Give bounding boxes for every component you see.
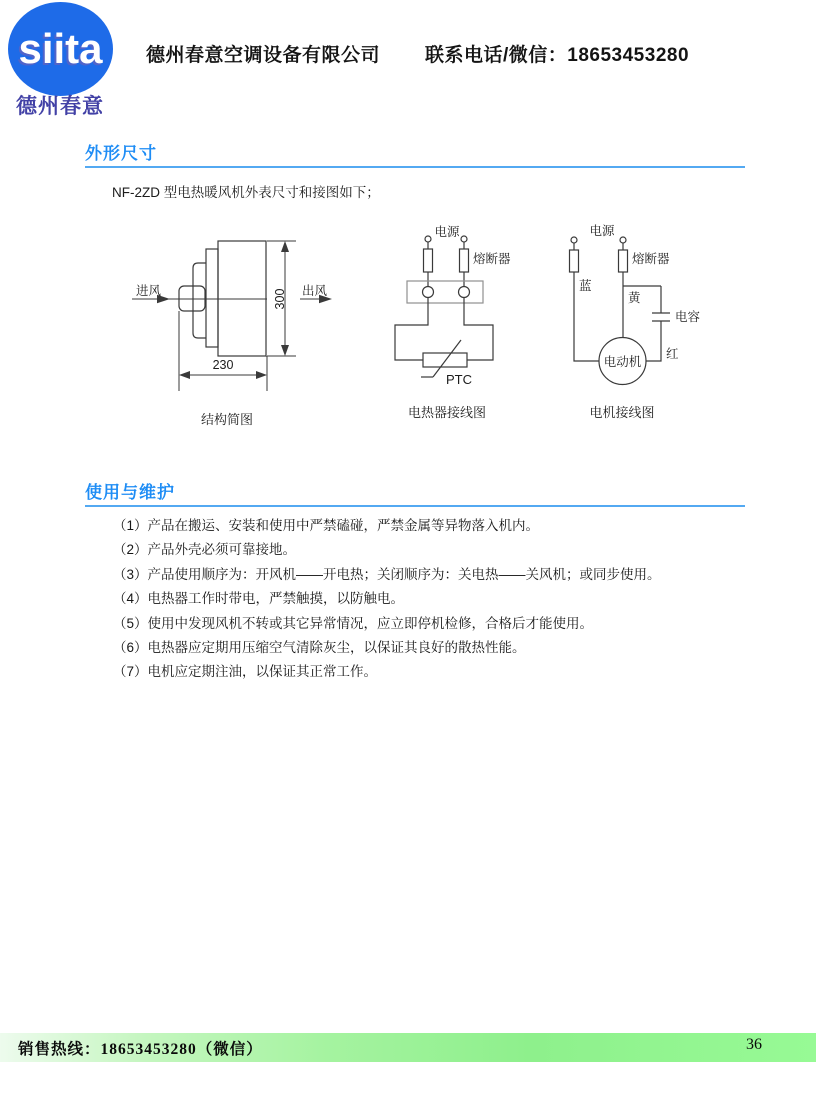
usage-item: （3）产品使用顺序为：开风机——开电热；关闭顺序为：关电热——关风机；或同步使用。 xyxy=(113,566,661,582)
motor-fuse-left xyxy=(570,250,579,272)
structure-cone xyxy=(193,263,206,338)
dim-depth-arrow-left xyxy=(179,371,190,379)
structure-diagram xyxy=(100,220,340,432)
heater-terminal-right xyxy=(461,236,467,242)
structure-step-rect xyxy=(206,249,218,347)
usage-item: （1）产品在搬运、安装和使用中严禁磕碰，严禁金属等异物落入机内。 xyxy=(113,518,540,533)
section-title-usage: 使用与维护 xyxy=(85,483,175,502)
motor-power-label: 电源 xyxy=(589,224,615,238)
heater-terminal-left xyxy=(425,236,431,242)
heater-fuse-label: 熔断器 xyxy=(473,252,511,266)
motor-terminal-right xyxy=(620,237,626,243)
usage-item: （4）电热器工作时带电，严禁触摸，以防触电。 xyxy=(113,591,405,607)
heater-power-label: 电源 xyxy=(434,225,460,239)
section-rule-usage xyxy=(85,505,745,507)
wire-blue-label: 蓝 xyxy=(579,279,592,293)
structure-caption: 结构简图 xyxy=(200,412,254,427)
heater-fuse-left xyxy=(424,249,433,272)
section-rule-dimensions xyxy=(85,166,745,168)
wire-yellow-label: 黄 xyxy=(628,291,641,305)
dim-depth-arrow-right xyxy=(256,371,267,379)
heater-fuse-right xyxy=(460,249,469,272)
motor-wire-red xyxy=(646,321,661,361)
brand-logo-text: siita xyxy=(18,25,103,72)
brand-logo-subtext: 德州春意 xyxy=(16,95,104,118)
dim-depth-value: 230 xyxy=(212,358,234,372)
heater-wire-left xyxy=(395,298,428,361)
usage-item: （2）产品外壳必须可靠接地。 xyxy=(113,542,297,558)
capacitor-label: 电容 xyxy=(675,310,701,324)
air-in-label: 进风 xyxy=(136,284,162,298)
motor-wiring-diagram xyxy=(558,222,710,422)
dim-height-arrow-bottom xyxy=(281,345,289,356)
ptc-element xyxy=(423,353,467,367)
section-title-dimensions: 外形尺寸 xyxy=(85,144,157,163)
heater-caption: 电热器接线图 xyxy=(407,405,487,420)
heater-block-hole-right xyxy=(459,287,470,298)
motor-label: 电动机 xyxy=(603,355,642,369)
dim-height-value: 300 xyxy=(273,288,287,310)
company-name: 德州春意空调设备有限公司 xyxy=(146,45,381,66)
motor-caption: 电机接线图 xyxy=(589,405,655,420)
dimensions-intro-text: NF-2ZD 型电热暖风机外表尺寸和接图如下； xyxy=(112,185,380,200)
ptc-label: PTC xyxy=(446,372,472,387)
usage-list xyxy=(113,514,733,685)
motor-fuse-right xyxy=(619,250,628,272)
contact-phone: 联系电话/微信：18653453280 xyxy=(425,45,690,66)
usage-item: （5）使用中发现风机不转或其它异常情况，应立即停机检修，合格后才能使用。 xyxy=(113,615,594,631)
brand-logo xyxy=(8,2,113,96)
air-out-label: 出风 xyxy=(302,284,328,298)
motor-terminal-left xyxy=(571,237,577,243)
dim-height-arrow-top xyxy=(281,241,289,252)
heater-terminal-block xyxy=(407,281,483,303)
heater-wiring-diagram xyxy=(388,222,520,422)
heater-block-hole-left xyxy=(423,287,434,298)
motor-fuse-label: 熔断器 xyxy=(632,252,670,266)
usage-item: （6）电热器应定期用压缩空气清除灰尘，以保证其良好的散热性能。 xyxy=(113,640,526,656)
heater-wire-right xyxy=(464,298,493,361)
usage-item: （7）电机应定期注油，以保证其正常工作。 xyxy=(113,664,378,680)
page-number: 36 xyxy=(746,1036,762,1053)
footer-hotline: 销售热线：18653453280（微信） xyxy=(18,1041,263,1058)
wire-red-label: 红 xyxy=(666,347,679,361)
